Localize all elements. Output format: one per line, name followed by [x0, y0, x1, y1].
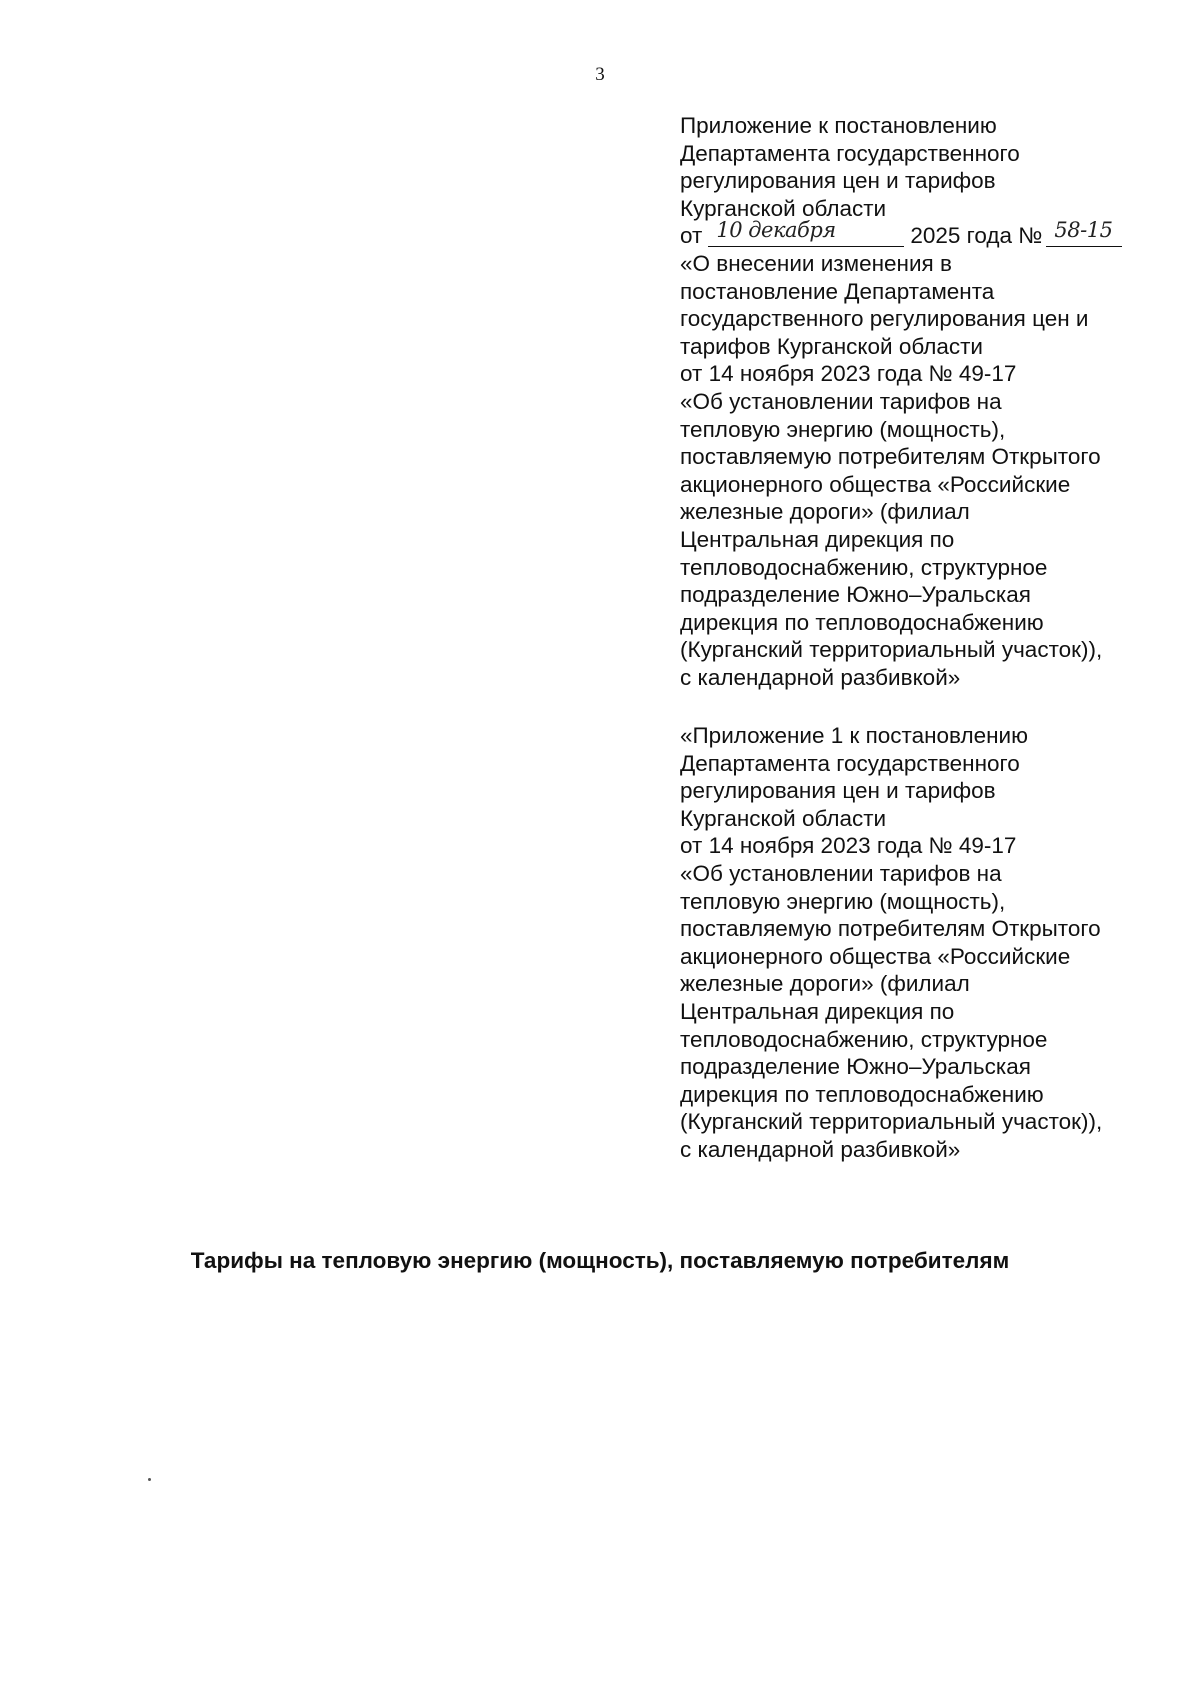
annex-header-line: регулирования цен и тарифов [680, 168, 996, 194]
annex-1-header-line: железные дороги» (филиал [680, 971, 970, 997]
annex-header-line: «Об установлении тарифов на [680, 388, 1002, 414]
annex-1-header-line: Центральная дирекция по [680, 998, 955, 1024]
annex-header-line: тепловодоснабжению, структурное [680, 554, 1048, 580]
annex-1-header-line: (Курганский территориальный участок)), [680, 1109, 1103, 1135]
annex-header-line: тепловую энергию (мощность), [680, 416, 1006, 442]
annex-1-header [680, 722, 1180, 1164]
number-blank [1046, 217, 1122, 247]
annex-1-header-line: акционерного общества «Российские [680, 943, 1071, 969]
annex-1-header-line: тепловодоснабжению, структурное [680, 1026, 1048, 1052]
year-text: 2025 года № [910, 223, 1043, 249]
tariffs-heading: Тарифы на тепловую энергию (мощность), поставляемую потребителям [190, 1248, 1010, 1273]
annex-header-line: Приложение к постановлению [680, 113, 997, 138]
annex-1-header-line: «Приложение 1 к постановлению [680, 723, 1028, 748]
scan-speck [148, 1478, 151, 1481]
annex-header-line: подразделение Южно–Уральская [680, 582, 1031, 608]
annex-header-line: поставляемую потребителям Открытого [680, 444, 1101, 470]
annex-header-line: с календарной разбивкой» [680, 664, 961, 690]
annex-header-line: «О внесении изменения в [680, 250, 952, 276]
annex-1-header-line: тепловую энергию (мощность), [680, 888, 1006, 914]
annex-header [680, 112, 1180, 691]
annex-header-line: Центральная дирекция по [680, 526, 955, 552]
annex-header-line: дирекция по тепловодоснабжению [680, 609, 1044, 635]
annex-header-line: Департамента государственного [680, 140, 1020, 166]
handwritten-number: 58-15 [1054, 217, 1113, 242]
annex-header-line: железные дороги» (филиал [680, 499, 970, 525]
annex-header-line: Курганской области [680, 195, 887, 221]
annex-header-line: (Курганский территориальный участок)), [680, 637, 1103, 663]
annex-1-header-line: «Об установлении тарифов на [680, 860, 1002, 886]
annex-1-header-line: с календарной разбивкой» [680, 1136, 961, 1162]
annex-1-header-line: подразделение Южно–Уральская [680, 1054, 1031, 1080]
annex-header-line: постановление Департамента [680, 278, 995, 304]
page-number: 3 [595, 64, 605, 85]
date-prefix: от [680, 223, 703, 249]
signature-date-line [680, 217, 1180, 250]
annex-1-header-line: Курганской области [680, 805, 887, 831]
annex-1-header-line: регулирования цен и тарифов [680, 778, 996, 804]
annex-1-header-line: поставляемую потребителям Открытого [680, 916, 1101, 942]
annex-1-header-line: дирекция по тепловодоснабжению [680, 1081, 1044, 1107]
annex-1-header-line: Департамента государственного [680, 750, 1020, 776]
annex-header-line: тарифов Курганской области [680, 333, 983, 359]
annex-header-line: от 14 ноября 2023 года № 49-17 [680, 361, 1017, 387]
annex-header-line: акционерного общества «Российские [680, 471, 1071, 497]
annex-1-header-line: от 14 ноября 2023 года № 49-17 [680, 833, 1017, 859]
annex-header-line: государственного регулирования цен и [680, 306, 1089, 332]
handwritten-date: 10 декабря [716, 217, 836, 242]
date-blank [708, 217, 904, 247]
